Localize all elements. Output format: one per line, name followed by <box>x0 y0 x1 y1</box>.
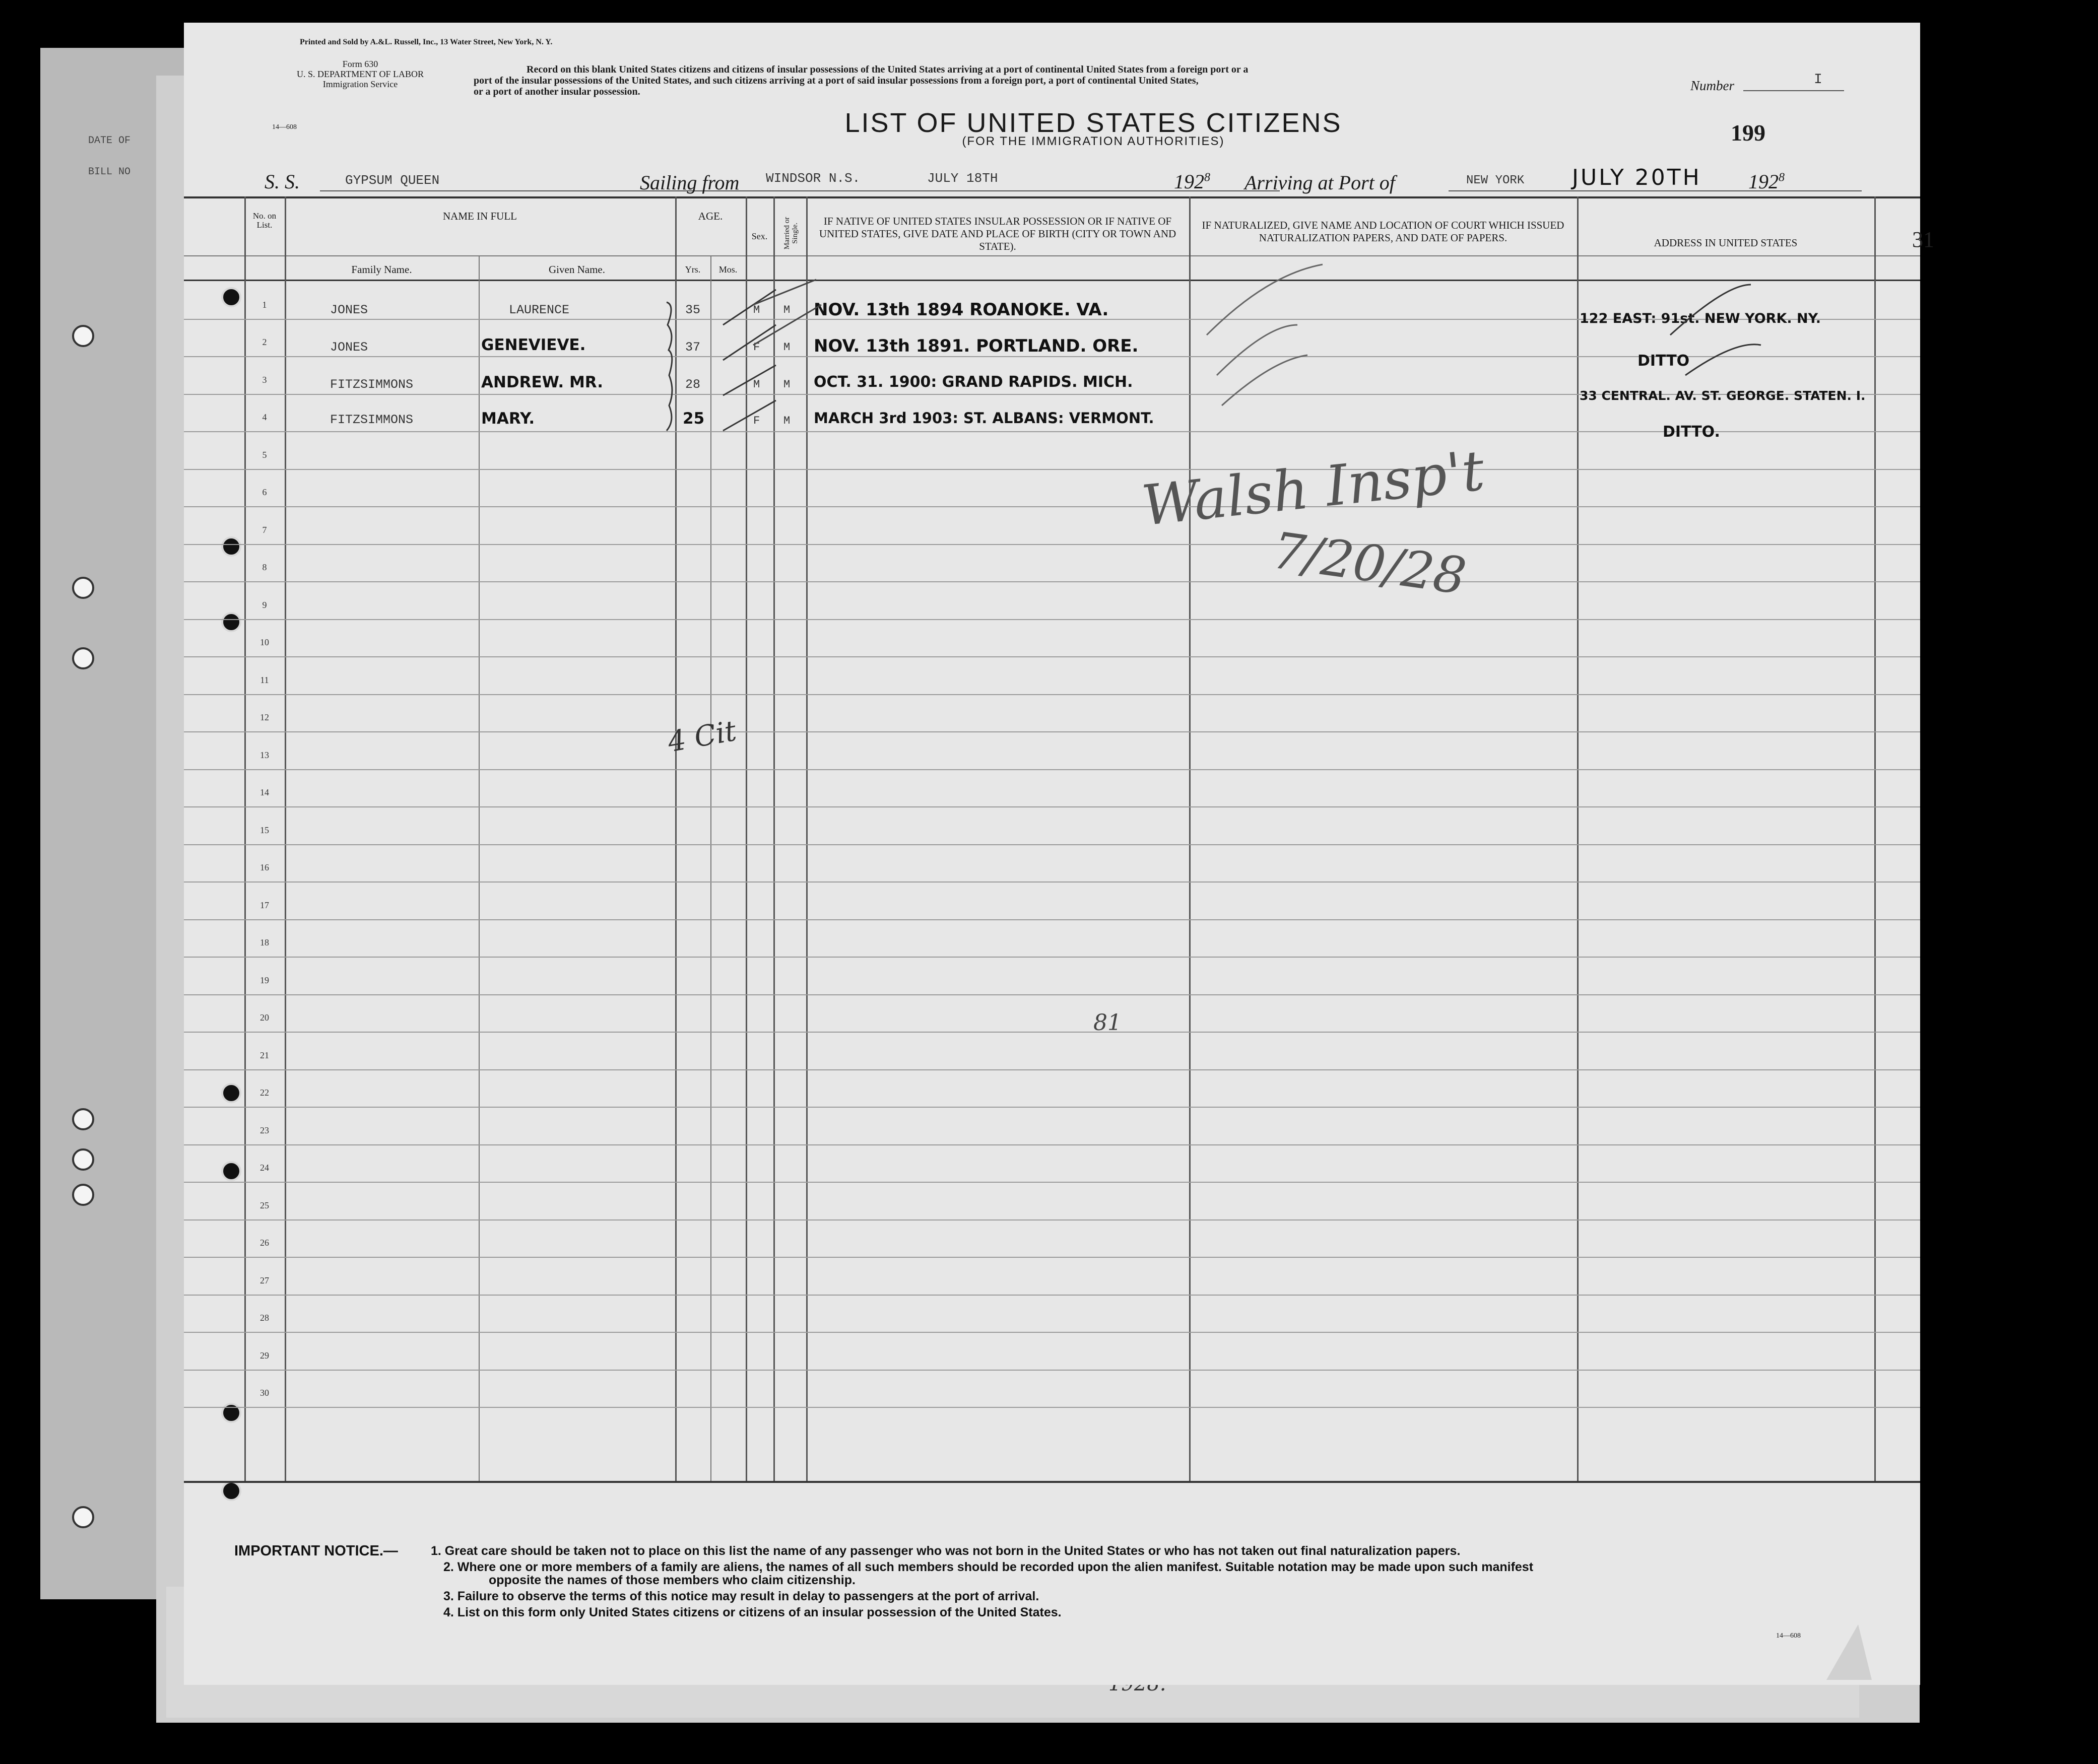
row-rule <box>184 919 1920 920</box>
row-rule <box>184 1032 1920 1033</box>
row-number: 22 <box>260 1088 269 1098</box>
year-1-printed: 192 <box>1174 170 1204 193</box>
row-number: 26 <box>260 1238 269 1248</box>
row-number: 23 <box>260 1125 269 1135</box>
row-3-birth: OCT. 31. 1900: GRAND RAPIDS. MICH. <box>814 373 1133 391</box>
binder-hole <box>72 1184 94 1206</box>
family-bracket <box>667 302 672 431</box>
row-number: 11 <box>260 674 269 685</box>
check-stroke <box>723 290 776 325</box>
header-married: Married or Single. <box>783 217 799 250</box>
row-number: 19 <box>260 975 269 985</box>
row-number: 9 <box>262 599 267 610</box>
check-stroke <box>1685 345 1761 375</box>
check-stroke <box>753 305 821 345</box>
row-2-sex: F <box>753 341 760 354</box>
row-4-married: M <box>783 415 791 427</box>
row-number: 20 <box>260 1012 269 1023</box>
row-4-years: 25 <box>683 410 705 428</box>
ship-name: GYPSUM QUEEN <box>345 173 440 188</box>
row-number: 14 <box>260 787 269 797</box>
table-bottom-border <box>184 1481 1920 1483</box>
row-number: 4 <box>262 412 267 422</box>
sailing-from-label: Sailing from <box>640 171 740 194</box>
row-1-family: JONES <box>330 303 368 317</box>
row-number: 3 <box>262 374 267 385</box>
row-4-address: DITTO. <box>1663 423 1720 441</box>
row-2-given: GENEVIEVE. <box>481 336 586 354</box>
row-rule <box>184 1295 1920 1296</box>
row-number: 18 <box>260 937 269 947</box>
row-2-years: 37 <box>685 340 701 355</box>
header-address: ADDRESS IN UNITED STATES <box>1654 237 1798 249</box>
row-number: 8 <box>262 562 267 572</box>
row-rule <box>184 1069 1920 1070</box>
notice-label: IMPORTANT NOTICE.— <box>234 1543 398 1559</box>
row-4-birth: MARCH 3rd 1903: ST. ALBANS: VERMONT. <box>814 410 1154 427</box>
row-rule <box>184 1332 1920 1333</box>
instruction-line-2: port of the insular possessions of the United States, and such citizens arriving at a port of said insular possessions from a foreign port, a port of continental United States, <box>474 75 1199 86</box>
row-number: 24 <box>260 1163 269 1173</box>
row-1-sex: M <box>753 304 760 316</box>
list-subtitle: (FOR THE IMMIGRATION AUTHORITIES) <box>962 134 1225 148</box>
row-rule <box>184 1182 1920 1183</box>
row-number: 6 <box>262 487 267 497</box>
row-number: 15 <box>260 825 269 835</box>
departure-date: JULY 18TH <box>927 171 998 186</box>
row-number: 16 <box>260 862 269 872</box>
row-2-address: DITTO <box>1637 352 1690 370</box>
printer-imprint: Printed and Sold by A.&L. Russell, Inc., 13 Water Street, New York, N. Y. <box>300 38 553 46</box>
row-2-family: JONES <box>330 340 368 355</box>
row-number: 10 <box>260 637 269 647</box>
row-number: 30 <box>260 1388 269 1398</box>
arriving-label: Arriving at Port of <box>1244 171 1395 194</box>
header-mos: Mos. <box>718 264 738 275</box>
row-rule <box>184 769 1920 770</box>
row-1-years: 35 <box>685 303 701 317</box>
row-1-birth: NOV. 13th 1894 ROANOKE. VA. <box>814 300 1109 320</box>
check-stroke <box>723 325 776 360</box>
page-number: 199 <box>1731 120 1765 146</box>
check-stroke <box>753 280 816 305</box>
row-number: 17 <box>260 900 269 910</box>
row-number: 29 <box>260 1350 269 1361</box>
departure-port: WINDSOR N.S. <box>766 171 861 186</box>
edge-mark: 31 <box>1912 227 1934 252</box>
header-yrs: Yrs. <box>685 264 701 275</box>
notice-item-2: 2. Where one or more members of a family are aliens, the names of all such members should be recorded upon the alien manifest. Suitable notation may be made upon such manifest <box>443 1560 1534 1574</box>
header-family-name: Family Name. <box>351 263 412 276</box>
binder-hole <box>72 1108 94 1130</box>
check-stroke <box>1207 264 1323 335</box>
row-number: 27 <box>260 1275 269 1285</box>
binder-hole <box>72 647 94 669</box>
row-4-family: FITZSIMMONS <box>330 413 414 427</box>
check-stroke <box>1670 285 1751 335</box>
side-label-date: DATE OF <box>88 135 131 147</box>
row-4-given: MARY. <box>481 410 535 428</box>
year-2-filled: 8 <box>1779 171 1785 184</box>
check-stroke <box>1222 355 1307 405</box>
binder-hole <box>221 1481 241 1501</box>
header-no: No. on List. <box>252 211 277 230</box>
page-reference: 81 <box>1093 1010 1122 1036</box>
page-corner-curl <box>1826 1624 1872 1680</box>
number-value: I <box>1814 72 1822 88</box>
inspector-date: 7/20/28 <box>1269 520 1470 606</box>
row-rule <box>184 881 1920 883</box>
row-number: 7 <box>262 524 267 535</box>
row-1-given: LAURENCE <box>509 303 570 317</box>
header-age: AGE. <box>698 210 723 222</box>
form-code: 14—608 <box>272 123 297 131</box>
notice-form-code: 14—608 <box>1776 1632 1801 1640</box>
service-name: Immigration Service <box>322 79 398 89</box>
notice-item-2-cont: opposite the names of those members who claim citizenship. <box>489 1573 856 1587</box>
instruction-line-1: Record on this blank United States citizens and citizens of insular possessions of the United States arriving at a port of continental United States from a foreign port or a <box>527 64 1249 75</box>
list-title: LIST OF UNITED STATES CITIZENS <box>844 108 1342 138</box>
year-1-filled: 8 <box>1204 171 1210 184</box>
check-stroke <box>723 365 776 395</box>
row-rule <box>184 694 1920 695</box>
row-number: 13 <box>260 750 269 760</box>
number-label: Number <box>1690 78 1734 93</box>
header-birth: IF NATIVE OF UNITED STATES INSULAR POSSESSION OR IF NATIVE OF UNITED STATES, GIVE DATE AND PLACE OF BIRTH (CITY OR TOWN AND STATE). <box>819 215 1176 252</box>
inspector-signature: Walsh Insp't <box>1139 438 1487 538</box>
header-given-name: Given Name. <box>549 263 605 276</box>
row-2-birth: NOV. 13th 1891. PORTLAND. ORE. <box>814 336 1139 356</box>
row-rule <box>184 731 1920 732</box>
header-naturalized: IF NATURALIZED, GIVE NAME AND LOCATION OF COURT WHICH ISSUED NATURALIZATION PAPERS, AND DATE OF PAPERS. <box>1202 219 1564 244</box>
header-name-in-full: NAME IN FULL <box>443 210 517 222</box>
notice-item-1: 1. Great care should be taken not to place on this list the name of any passenger who was not born in the United States or who has not taken out final naturalization papers. <box>431 1544 1461 1558</box>
binder-hole <box>72 1506 94 1528</box>
form-number: Form 630 <box>342 59 378 69</box>
row-3-married: M <box>783 378 791 391</box>
citizens-list-form <box>184 23 1934 1685</box>
row-rule <box>184 957 1920 958</box>
row-3-years: 28 <box>685 377 701 392</box>
row-3-family: FITZSIMMONS <box>330 377 414 392</box>
row-3-address: 33 CENTRAL. AV. ST. GEORGE. STATEN. I. <box>1580 388 1866 403</box>
row-rule <box>184 806 1920 807</box>
header-sex: Sex. <box>751 231 768 241</box>
citizen-count-note: 4 Cit <box>665 714 739 759</box>
row-rule <box>184 1257 1920 1258</box>
row-number: 25 <box>260 1200 269 1210</box>
binder-hole <box>221 1403 241 1423</box>
row-number: 5 <box>262 449 267 460</box>
row-number: 1 <box>262 299 267 310</box>
arrival-port: NEW YORK <box>1466 174 1525 187</box>
row-rule <box>184 844 1920 845</box>
notice-item-4: 4. List on this form only United States citizens or citizens of an insular possession of the United States. <box>443 1605 1062 1619</box>
notice-item-3: 3. Failure to observe the terms of this notice may result in delay to passengers at the port of arrival. <box>443 1589 1039 1603</box>
department-name: U. S. DEPARTMENT OF LABOR <box>297 69 424 79</box>
row-rule <box>184 1219 1920 1220</box>
row-rule <box>184 994 1920 995</box>
binder-hole <box>221 1161 241 1181</box>
row-rule <box>184 1144 1920 1145</box>
binder-hole <box>221 1083 241 1103</box>
row-number: 12 <box>260 712 269 722</box>
binder-hole <box>72 577 94 599</box>
check-stroke <box>1217 325 1297 375</box>
row-number: 21 <box>260 1050 269 1060</box>
row-3-sex: M <box>753 378 760 391</box>
row-1-married: M <box>783 304 791 316</box>
side-label-bill: BILL NO <box>88 166 131 178</box>
row-1-address: 122 EAST: 91st. NEW YORK. NY. <box>1580 311 1821 326</box>
row-number: 28 <box>260 1313 269 1323</box>
check-marks <box>184 23 1920 677</box>
row-2-married: M <box>783 341 791 354</box>
instruction-line-3: or a port of another insular possession. <box>474 86 640 97</box>
binder-hole <box>72 1148 94 1171</box>
row-rule <box>184 1407 1920 1408</box>
binder-hole <box>72 325 94 347</box>
row-number: 2 <box>262 337 267 347</box>
check-stroke <box>723 400 776 431</box>
arrival-date: JULY 20TH <box>1572 165 1701 190</box>
row-rule <box>184 1370 1920 1371</box>
row-rule <box>184 1107 1920 1108</box>
row-3-given: ANDREW. MR. <box>481 373 604 391</box>
ss-label: S. S. <box>265 170 300 193</box>
row-4-sex: F <box>753 415 760 427</box>
year-2-printed: 192 <box>1748 170 1779 193</box>
